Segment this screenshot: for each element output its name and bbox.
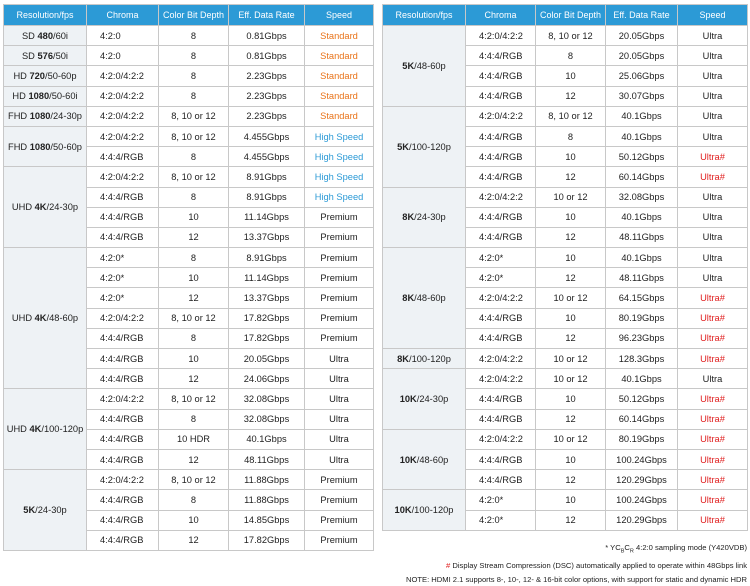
data-rate-cell: 17.82Gbps: [229, 530, 305, 550]
resolution-cell: FHD 1080/50-60p: [4, 126, 87, 166]
table-row: [4, 167, 374, 187]
chroma-cell: 4:4:4/RGB: [466, 409, 536, 429]
speed-cell: Ultra: [678, 227, 748, 247]
header-chroma: Chroma: [87, 5, 159, 26]
bit-depth-cell: 10 HDR: [159, 429, 229, 449]
chroma-cell: 4:4:4/RGB: [466, 147, 536, 167]
data-rate-cell: 11.14Gbps: [229, 207, 305, 227]
bit-depth-cell: 8: [159, 328, 229, 348]
chroma-cell: 4:4:4/RGB: [87, 530, 159, 550]
bit-depth-cell: 12: [159, 530, 229, 550]
speed-cell: Ultra#: [678, 470, 748, 490]
data-rate-cell: 2.23Gbps: [229, 66, 305, 86]
bit-depth-cell: 12: [536, 328, 606, 348]
speed-cell: Premium: [305, 227, 374, 247]
bit-depth-cell: 8, 10 or 12: [159, 167, 229, 187]
table-row: [4, 126, 374, 146]
note-dsc: # Display Stream Compression (DSC) automatically applied to operate within 48Gbps link: [446, 561, 747, 571]
speed-cell: Premium: [305, 207, 374, 227]
resolution-cell: SD 576/50i: [4, 46, 87, 66]
bit-depth-cell: 10 or 12: [536, 187, 606, 207]
data-rate-cell: 60.14Gbps: [606, 409, 678, 429]
speed-cell: Ultra#: [678, 308, 748, 328]
data-rate-cell: 4.455Gbps: [229, 147, 305, 167]
bit-depth-cell: 8: [159, 187, 229, 207]
speed-cell: Ultra: [678, 46, 748, 66]
speed-cell: Ultra#: [678, 449, 748, 469]
header-resolution: Resolution/fps: [4, 5, 87, 26]
data-rate-cell: 4.455Gbps: [229, 126, 305, 146]
speed-cell: High Speed: [305, 187, 374, 207]
table-row: [383, 369, 748, 389]
resolution-cell: FHD 1080/24-30p: [4, 106, 87, 126]
data-rate-cell: 48.11Gbps: [606, 268, 678, 288]
speed-cell: Standard: [305, 26, 374, 46]
bit-depth-cell: 12: [536, 409, 606, 429]
table-row: [4, 389, 374, 409]
chroma-cell: 4:2:0/4:2:2: [466, 349, 536, 369]
data-rate-cell: 17.82Gbps: [229, 308, 305, 328]
chroma-cell: 4:2:0*: [466, 510, 536, 530]
data-rate-cell: 48.11Gbps: [229, 449, 305, 469]
bit-depth-cell: 8: [159, 66, 229, 86]
bit-depth-cell: 10: [159, 510, 229, 530]
left-spec-table: [3, 4, 374, 551]
bit-depth-cell: 10: [536, 449, 606, 469]
chroma-cell: 4:4:4/RGB: [87, 510, 159, 530]
data-rate-cell: 8.91Gbps: [229, 167, 305, 187]
resolution-cell: 10K/100-120p: [383, 490, 466, 530]
bit-depth-cell: 8: [159, 490, 229, 510]
data-rate-cell: 8.91Gbps: [229, 187, 305, 207]
table-row: [4, 248, 374, 268]
data-rate-cell: 60.14Gbps: [606, 167, 678, 187]
chroma-cell: 4:2:0*: [87, 268, 159, 288]
bit-depth-cell: 8, 10 or 12: [159, 389, 229, 409]
bit-depth-cell: 10: [536, 490, 606, 510]
speed-cell: Ultra: [305, 449, 374, 469]
dsc-mark: #: [446, 561, 451, 571]
data-rate-cell: 11.88Gbps: [229, 490, 305, 510]
data-rate-cell: 0.81Gbps: [229, 46, 305, 66]
data-rate-cell: 32.08Gbps: [229, 389, 305, 409]
data-rate-cell: 48.11Gbps: [606, 227, 678, 247]
data-rate-cell: 40.1Gbps: [606, 207, 678, 227]
resolution-cell: 8K/24-30p: [383, 187, 466, 248]
bit-depth-cell: 8: [159, 46, 229, 66]
chroma-cell: 4:2:0*: [87, 248, 159, 268]
speed-cell: Standard: [305, 106, 374, 126]
bit-depth-cell: 12: [159, 369, 229, 389]
data-rate-cell: 20.05Gbps: [606, 26, 678, 46]
bit-depth-cell: 12: [536, 86, 606, 106]
chroma-cell: 4:4:4/RGB: [87, 429, 159, 449]
resolution-cell: UHD 4K/100-120p: [4, 389, 87, 470]
bit-depth-cell: 8, 10 or 12: [159, 470, 229, 490]
bit-depth-cell: 8: [159, 248, 229, 268]
bit-depth-cell: 10: [536, 207, 606, 227]
data-rate-cell: 40.1Gbps: [606, 248, 678, 268]
resolution-cell: 5K/100-120p: [383, 106, 466, 187]
resolution-cell: HD 1080/50-60i: [4, 86, 87, 106]
chroma-cell: 4:2:0*: [466, 248, 536, 268]
data-rate-cell: 2.23Gbps: [229, 86, 305, 106]
bit-depth-cell: 8: [536, 46, 606, 66]
table-row: [383, 248, 748, 268]
chroma-cell: 4:4:4/RGB: [466, 470, 536, 490]
speed-cell: Ultra#: [678, 147, 748, 167]
chroma-cell: 4:2:0/4:2:2: [466, 26, 536, 46]
bit-depth-cell: 10 or 12: [536, 369, 606, 389]
speed-cell: Premium: [305, 288, 374, 308]
chroma-cell: 4:2:0*: [87, 288, 159, 308]
data-rate-cell: 96.23Gbps: [606, 328, 678, 348]
resolution-cell: UHD 4K/24-30p: [4, 167, 87, 248]
resolution-cell: SD 480/60i: [4, 26, 87, 46]
chroma-cell: 4:4:4/RGB: [466, 167, 536, 187]
header-eff-data-rate: Eff. Data Rate: [229, 5, 305, 26]
bit-depth-cell: 8: [159, 409, 229, 429]
table-row: [383, 187, 748, 207]
header-color-bit-depth: Color Bit Depth: [536, 5, 606, 26]
chroma-cell: 4:2:0*: [466, 268, 536, 288]
header-speed: Speed: [305, 5, 374, 26]
speed-cell: Premium: [305, 490, 374, 510]
data-rate-cell: 40.1Gbps: [606, 106, 678, 126]
chroma-cell: 4:4:4/RGB: [466, 66, 536, 86]
resolution-cell: 8K/100-120p: [383, 349, 466, 369]
chroma-cell: 4:4:4/RGB: [87, 449, 159, 469]
chroma-cell: 4:4:4/RGB: [466, 46, 536, 66]
table-row: [4, 46, 374, 66]
speed-cell: Ultra: [305, 409, 374, 429]
table-row: [383, 349, 748, 369]
speed-cell: Ultra#: [678, 490, 748, 510]
note-ycbcr: * $YC_BC_R$ 4:2:0 sampling mode (Y420VDB): [605, 543, 747, 555]
speed-cell: Ultra: [678, 248, 748, 268]
bit-depth-cell: 10: [159, 349, 229, 369]
data-rate-cell: 32.08Gbps: [229, 409, 305, 429]
chroma-cell: 4:2:0/4:2:2: [87, 86, 159, 106]
header-eff-data-rate: Eff. Data Rate: [606, 5, 678, 26]
data-rate-cell: 2.23Gbps: [229, 106, 305, 126]
speed-cell: Ultra: [678, 66, 748, 86]
chroma-cell: 4:2:0/4:2:2: [87, 167, 159, 187]
speed-cell: High Speed: [305, 147, 374, 167]
bit-depth-cell: 12: [536, 227, 606, 247]
speed-cell: Ultra: [305, 389, 374, 409]
chroma-cell: 4:4:4/RGB: [466, 126, 536, 146]
chroma-cell: 4:2:0: [87, 46, 159, 66]
data-rate-cell: 64.15Gbps: [606, 288, 678, 308]
bit-depth-cell: 8: [159, 86, 229, 106]
speed-cell: Ultra: [678, 86, 748, 106]
data-rate-cell: 30.07Gbps: [606, 86, 678, 106]
speed-cell: High Speed: [305, 167, 374, 187]
speed-cell: High Speed: [305, 126, 374, 146]
data-rate-cell: 32.08Gbps: [606, 187, 678, 207]
chroma-cell: 4:4:4/RGB: [466, 86, 536, 106]
chroma-cell: 4:2:0/4:2:2: [466, 429, 536, 449]
chroma-cell: 4:2:0/4:2:2: [466, 369, 536, 389]
speed-cell: Ultra: [305, 369, 374, 389]
table-row: [4, 106, 374, 126]
data-rate-cell: 50.12Gbps: [606, 389, 678, 409]
table-row: [4, 66, 374, 86]
chroma-cell: 4:2:0/4:2:2: [87, 66, 159, 86]
chroma-cell: 4:2:0/4:2:2: [87, 470, 159, 490]
chroma-cell: 4:4:4/RGB: [87, 227, 159, 247]
chroma-cell: 4:4:4/RGB: [87, 409, 159, 429]
resolution-cell: 10K/48-60p: [383, 429, 466, 490]
bit-depth-cell: 12: [536, 167, 606, 187]
chroma-cell: 4:4:4/RGB: [466, 227, 536, 247]
data-rate-cell: 24.06Gbps: [229, 369, 305, 389]
data-rate-cell: 17.82Gbps: [229, 328, 305, 348]
data-rate-cell: 40.1Gbps: [606, 369, 678, 389]
resolution-cell: HD 720/50-60p: [4, 66, 87, 86]
chroma-cell: 4:4:4/RGB: [87, 349, 159, 369]
chroma-cell: 4:4:4/RGB: [466, 328, 536, 348]
data-rate-cell: 120.29Gbps: [606, 510, 678, 530]
table-row: [383, 26, 748, 46]
chroma-cell: 4:2:0/4:2:2: [466, 288, 536, 308]
data-rate-cell: 80.19Gbps: [606, 429, 678, 449]
data-rate-cell: 50.12Gbps: [606, 147, 678, 167]
header-speed: Speed: [678, 5, 748, 26]
chroma-cell: 4:4:4/RGB: [87, 207, 159, 227]
bit-depth-cell: 10: [159, 207, 229, 227]
data-rate-cell: 13.37Gbps: [229, 288, 305, 308]
bit-depth-cell: 12: [159, 449, 229, 469]
table-row: [4, 26, 374, 46]
speed-cell: Ultra#: [678, 167, 748, 187]
bit-depth-cell: 10 or 12: [536, 349, 606, 369]
speed-cell: Premium: [305, 248, 374, 268]
chroma-cell: 4:2:0/4:2:2: [87, 389, 159, 409]
bit-depth-cell: 8: [159, 147, 229, 167]
chroma-cell: 4:4:4/RGB: [87, 490, 159, 510]
bit-depth-cell: 12: [536, 470, 606, 490]
speed-cell: Ultra#: [678, 409, 748, 429]
table-row: [383, 490, 748, 510]
chroma-cell: 4:4:4/RGB: [87, 187, 159, 207]
chroma-cell: 4:4:4/RGB: [466, 308, 536, 328]
data-rate-cell: 120.29Gbps: [606, 470, 678, 490]
bit-depth-cell: 8, 10 or 12: [159, 106, 229, 126]
right-spec-table: [382, 4, 748, 531]
bit-depth-cell: 10: [536, 66, 606, 86]
chroma-cell: 4:2:0: [87, 26, 159, 46]
speed-cell: Ultra: [678, 106, 748, 126]
bit-depth-cell: 10: [536, 248, 606, 268]
bit-depth-cell: 8: [159, 26, 229, 46]
speed-cell: Ultra#: [678, 429, 748, 449]
bit-depth-cell: 10: [159, 268, 229, 288]
speed-cell: Ultra: [678, 126, 748, 146]
resolution-cell: 8K/48-60p: [383, 248, 466, 349]
data-rate-cell: 11.14Gbps: [229, 268, 305, 288]
bit-depth-cell: 8, 10 or 12: [536, 26, 606, 46]
data-rate-cell: 40.1Gbps: [229, 429, 305, 449]
bit-depth-cell: 12: [536, 510, 606, 530]
speed-cell: Ultra#: [678, 288, 748, 308]
bit-depth-cell: 12: [159, 227, 229, 247]
bit-depth-cell: 10: [536, 147, 606, 167]
speed-cell: Premium: [305, 328, 374, 348]
chroma-cell: 4:2:0/4:2:2: [87, 106, 159, 126]
data-rate-cell: 40.1Gbps: [606, 126, 678, 146]
resolution-cell: UHD 4K/48-60p: [4, 248, 87, 389]
bit-depth-cell: 8, 10 or 12: [159, 308, 229, 328]
bit-depth-cell: 12: [536, 268, 606, 288]
data-rate-cell: 20.05Gbps: [229, 349, 305, 369]
chroma-cell: 4:2:0*: [466, 490, 536, 510]
data-rate-cell: 8.91Gbps: [229, 248, 305, 268]
table-row: [4, 86, 374, 106]
speed-cell: Ultra#: [678, 328, 748, 348]
speed-cell: Ultra: [678, 26, 748, 46]
speed-cell: Ultra: [305, 429, 374, 449]
data-rate-cell: 13.37Gbps: [229, 227, 305, 247]
speed-cell: Ultra#: [678, 389, 748, 409]
bit-depth-cell: 8, 10 or 12: [536, 106, 606, 126]
speed-cell: Premium: [305, 268, 374, 288]
speed-cell: Premium: [305, 510, 374, 530]
data-rate-cell: 128.3Gbps: [606, 349, 678, 369]
data-rate-cell: 20.05Gbps: [606, 46, 678, 66]
speed-cell: Premium: [305, 308, 374, 328]
data-rate-cell: 80.19Gbps: [606, 308, 678, 328]
speed-cell: Standard: [305, 66, 374, 86]
header-row: [4, 5, 374, 26]
speed-cell: Ultra#: [678, 510, 748, 530]
speed-cell: Standard: [305, 46, 374, 66]
table-row: [383, 429, 748, 449]
bit-depth-cell: 10: [536, 389, 606, 409]
note-hdmi: NOTE: HDMI 2.1 supports 8-, 10-, 12- & 16-bit color options, with support for static and dynamic HDR: [405, 574, 747, 584]
chroma-cell: 4:2:0/4:2:2: [466, 106, 536, 126]
speed-cell: Ultra: [678, 268, 748, 288]
chroma-cell: 4:4:4/RGB: [466, 389, 536, 409]
chroma-cell: 4:4:4/RGB: [466, 449, 536, 469]
chroma-cell: 4:4:4/RGB: [87, 147, 159, 167]
data-rate-cell: 0.81Gbps: [229, 26, 305, 46]
bit-depth-cell: 10 or 12: [536, 429, 606, 449]
chroma-cell: 4:4:4/RGB: [87, 328, 159, 348]
speed-cell: Ultra: [305, 349, 374, 369]
chroma-cell: 4:2:0/4:2:2: [87, 308, 159, 328]
chroma-cell: 4:4:4/RGB: [87, 369, 159, 389]
header-color-bit-depth: Color Bit Depth: [159, 5, 229, 26]
speed-cell: Ultra: [678, 369, 748, 389]
chroma-cell: 4:2:0/4:2:2: [466, 187, 536, 207]
speed-cell: Ultra: [678, 207, 748, 227]
resolution-cell: 5K/48-60p: [383, 26, 466, 107]
header-resolution: Resolution/fps: [383, 5, 466, 26]
chroma-cell: 4:4:4/RGB: [466, 207, 536, 227]
speed-cell: Premium: [305, 470, 374, 490]
resolution-cell: 10K/24-30p: [383, 369, 466, 430]
header-row: [383, 5, 748, 26]
speed-cell: Ultra#: [678, 349, 748, 369]
bit-depth-cell: 10: [536, 308, 606, 328]
bit-depth-cell: 8: [536, 126, 606, 146]
data-rate-cell: 100.24Gbps: [606, 449, 678, 469]
data-rate-cell: 25.06Gbps: [606, 66, 678, 86]
data-rate-cell: 14.85Gbps: [229, 510, 305, 530]
data-rate-cell: 11.88Gbps: [229, 470, 305, 490]
table-row: [383, 106, 748, 126]
footnotes: [382, 541, 747, 586]
bit-depth-cell: 8, 10 or 12: [159, 126, 229, 146]
speed-cell: Ultra: [678, 187, 748, 207]
speed-cell: Premium: [305, 530, 374, 550]
table-row: [4, 470, 374, 490]
data-rate-cell: 100.24Gbps: [606, 490, 678, 510]
bit-depth-cell: 12: [159, 288, 229, 308]
chroma-cell: 4:2:0/4:2:2: [87, 126, 159, 146]
resolution-cell: 5K/24-30p: [4, 470, 87, 551]
header-chroma: Chroma: [466, 5, 536, 26]
speed-cell: Standard: [305, 86, 374, 106]
bit-depth-cell: 10 or 12: [536, 288, 606, 308]
